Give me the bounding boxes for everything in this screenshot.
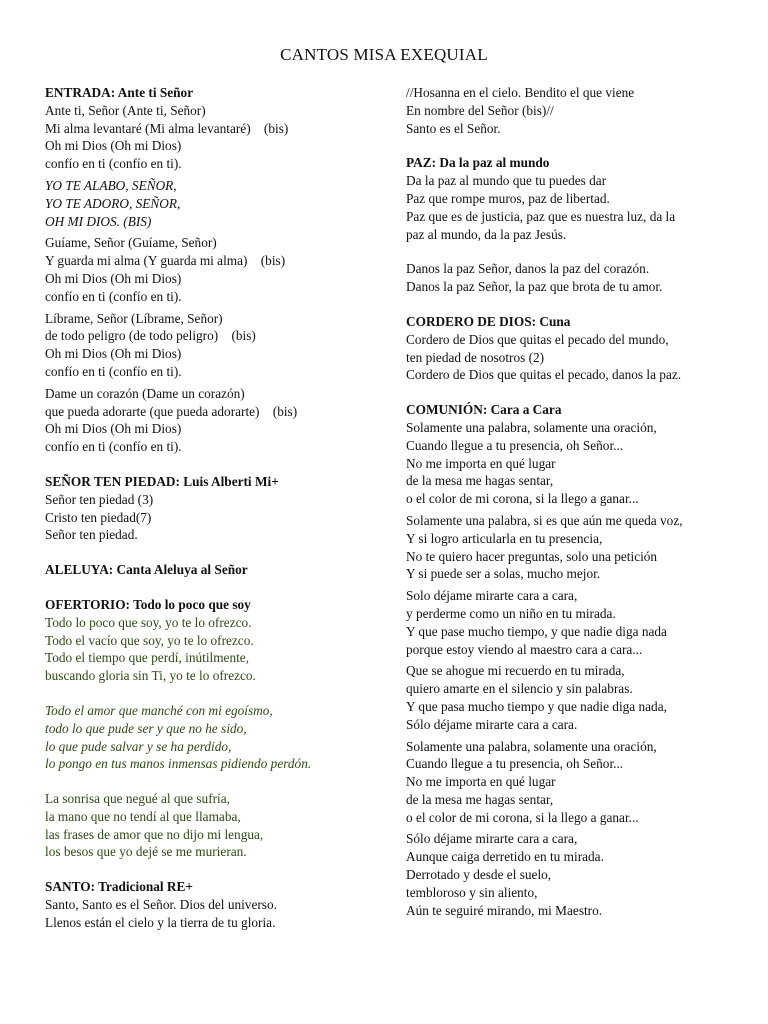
entrada-verse-1 [45, 102, 385, 173]
right-column [406, 84, 736, 919]
lyric-line: Y guarda mi alma (Y guarda mi alma) (bis) [45, 253, 286, 269]
lyric-line: Santo, Santo es el Señor. Dios del universo. [45, 897, 277, 913]
ofertorio-verse-1 [45, 614, 385, 685]
lyric-line: Cordero de Dios que quitas el pecado, danos la paz. [406, 367, 682, 383]
section-heading-entrada: ENTRADA: Ante ti Señor [45, 85, 194, 100]
comunion-verse-3 [406, 587, 736, 658]
comunion-verse-2 [406, 512, 736, 583]
section-heading-santo: SANTO: Tradicional RE+ [45, 879, 193, 895]
lyric-line: que pueda adorarte (que pueda adorarte) (bis) [45, 403, 298, 419]
ofertorio-verse-2 [45, 790, 385, 861]
entrada-verse-4 [45, 385, 385, 456]
comunion-verse-5 [406, 738, 736, 827]
lyric-line: En nombre del Señor (bis)// [406, 102, 554, 118]
lyric-line: Paz que es de justicia, paz que es nuestra luz, da la [406, 208, 676, 224]
lyric-line: porque estoy viendo al maestro cara a cara... [406, 641, 643, 657]
lyric-line: Cuando llegue a tu presencia, oh Señor... [406, 437, 624, 453]
lyric-line: Cristo ten piedad(7) [45, 509, 152, 525]
comunion-verse-1 [406, 419, 736, 508]
comunion-verse-4 [406, 662, 736, 733]
lyric-line: Cordero de Dios que quitas el pecado del mundo, [406, 331, 669, 347]
lyric-line: Señor ten piedad. [45, 527, 138, 543]
lyric-line: Todo lo poco que soy, yo te lo ofrezco. [45, 614, 252, 630]
lyric-line: ten piedad de nosotros (2) [406, 349, 545, 365]
lyric-line: Oh mi Dios (Oh mi Dios) [45, 270, 182, 286]
lyric-line: tembloroso y sin aliento, [406, 884, 538, 900]
chorus-line: OH MI DIOS. (BIS) [45, 213, 152, 229]
lyric-line: Llenos están el cielo y la tierra de tu gloria. [45, 914, 276, 930]
lyric-line: quiero amarte en el silencio y sin palabras. [406, 681, 633, 697]
lyric-line: Santo es el Señor. [406, 120, 501, 136]
lyric-line: confío en ti (confío en ti). [45, 156, 182, 172]
chorus-line: todo lo que pude ser y que no he sido, [45, 720, 247, 736]
lyric-line: Todo el tiempo que perdí, inútilmente, [45, 650, 250, 666]
entrada-verse-3 [45, 310, 385, 381]
lyric-line: Solamente una palabra, si es que aún me queda voz, [406, 512, 683, 528]
lyric-line: y perderme como un niño en tu mirada. [406, 605, 616, 621]
lyric-line: buscando gloria sin Ti, yo te lo ofrezco. [45, 668, 256, 684]
lyric-line: Guíame, Señor (Guíame, Señor) [45, 235, 217, 251]
lyric-line: Oh mi Dios (Oh mi Dios) [45, 421, 182, 437]
lyric-line: Que se ahogue mi recuerdo en tu mirada, [406, 663, 625, 679]
section-heading-comunion: COMUNIÓN: Cara a Cara [406, 402, 562, 418]
lyric-line: No te quiero hacer preguntas, solo una petición [406, 548, 658, 564]
section-heading-paz: PAZ: Da la paz al mundo [406, 155, 550, 171]
ofertorio-chorus [45, 702, 385, 773]
lyric-line: Solo déjame mirarte cara a cara, [406, 588, 578, 604]
lyric-line: Cuando llegue a tu presencia, oh Señor... [406, 756, 624, 772]
lyric-line: //Hosanna en el cielo. Bendito el que viene [406, 85, 635, 100]
section-heading-piedad: SEÑOR TEN PIEDAD: Luis Alberti Mi+ [45, 473, 279, 489]
lyric-line: la mano que no tendí al que llamaba, [45, 808, 241, 824]
lyric-line: Paz que rompe muros, paz de libertad. [406, 190, 610, 206]
lyric-line: Solamente una palabra, solamente una oración, [406, 738, 657, 754]
section-heading-cordero: CORDERO DE DIOS: Cuna [406, 313, 571, 329]
lyric-line: Mi alma levantaré (Mi alma levantaré) (bis) [45, 120, 289, 136]
comunion-verse-6 [406, 830, 736, 919]
chorus-line: lo que pude salvar y se ha perdido, [45, 738, 232, 754]
lyric-line: Señor ten piedad (3) [45, 491, 154, 507]
lyric-line: Y que pasa mucho tiempo y que nadie diga nada, [406, 698, 667, 714]
section-heading-ofertorio: OFERTORIO: Todo lo poco que soy [45, 596, 251, 612]
lyric-line: Derrotado y desde el suelo, [406, 867, 552, 883]
section-heading-aleluya: ALELUYA: Canta Aleluya al Señor [45, 562, 248, 578]
lyric-line: Y que pase mucho tiempo, y que nadie diga nada [406, 623, 667, 639]
lyric-line: Ante ti, Señor (Ante ti, Señor) [45, 102, 206, 118]
lyric-line: Aún te seguiré mirando, mi Maestro. [406, 902, 603, 918]
lyric-line: No me importa en qué lugar [406, 455, 556, 471]
lyric-line: o el color de mi corona, si la llego a ganar... [406, 491, 639, 507]
santo-continuation [406, 84, 736, 137]
lyric-line: No me importa en qué lugar [406, 774, 556, 790]
chorus-line: YO TE ADORO, SEÑOR, [45, 195, 181, 211]
left-column [45, 84, 385, 932]
lyric-line: confío en ti (confío en ti). [45, 439, 182, 455]
chorus-line: Todo el amor que manché con mi egoísmo, [45, 702, 273, 718]
lyric-line: confío en ti (confío en ti). [45, 363, 182, 379]
lyric-line: las frases de amor que no dijo mi lengua, [45, 826, 264, 842]
lyric-line: de la mesa me hagas sentar, [406, 791, 554, 807]
entrada-chorus [45, 177, 385, 230]
lyric-line: Danos la paz Señor, danos la paz del corazón. [406, 261, 650, 277]
page-title: CANTOS MISA EXEQUIAL [280, 45, 488, 64]
lyric-line: Da la paz al mundo que tu puedes dar [406, 173, 607, 189]
lyric-line: Líbrame, Señor (Líbrame, Señor) [45, 310, 223, 326]
chorus-line: YO TE ALABO, SEÑOR, [45, 177, 177, 193]
entrada-verse-2 [45, 234, 385, 305]
lyric-line: Todo el vacío que soy, yo te lo ofrezco. [45, 632, 254, 648]
lyric-line: los besos que yo dejé se me murieran. [45, 844, 247, 860]
lyric-line: de la mesa me hagas sentar, [406, 473, 554, 489]
lyric-line: o el color de mi corona, si la llego a ganar... [406, 809, 639, 825]
lyric-line: Dame un corazón (Dame un corazón) [45, 385, 245, 401]
lyric-line: Aunque caiga derretido en tu mirada. [406, 849, 604, 865]
lyric-line: La sonrisa que negué al que sufría, [45, 791, 230, 807]
lyric-line: Y si logro articularla en tu presencia, [406, 530, 603, 546]
lyric-line: Oh mi Dios (Oh mi Dios) [45, 138, 182, 154]
lyric-line: paz al mundo, da la paz Jesús. [406, 226, 567, 242]
lyric-line: Danos la paz Señor, la paz que brota de tu amor. [406, 279, 663, 295]
lyric-line: Sólo déjame mirarte cara a cara, [406, 831, 578, 847]
lyric-line: Solamente una palabra, solamente una oración, [406, 419, 657, 435]
lyric-line: Oh mi Dios (Oh mi Dios) [45, 346, 182, 362]
chorus-line: lo pongo en tus manos inmensas pidiendo perdón. [45, 756, 312, 772]
lyric-line: Y si puede ser a solas, mucho mejor. [406, 566, 601, 582]
lyric-line: de todo peligro (de todo peligro) (bis) [45, 328, 256, 344]
lyric-line: Sólo déjame mirarte cara a cara. [406, 716, 578, 732]
lyric-line: confío en ti (confío en ti). [45, 288, 182, 304]
